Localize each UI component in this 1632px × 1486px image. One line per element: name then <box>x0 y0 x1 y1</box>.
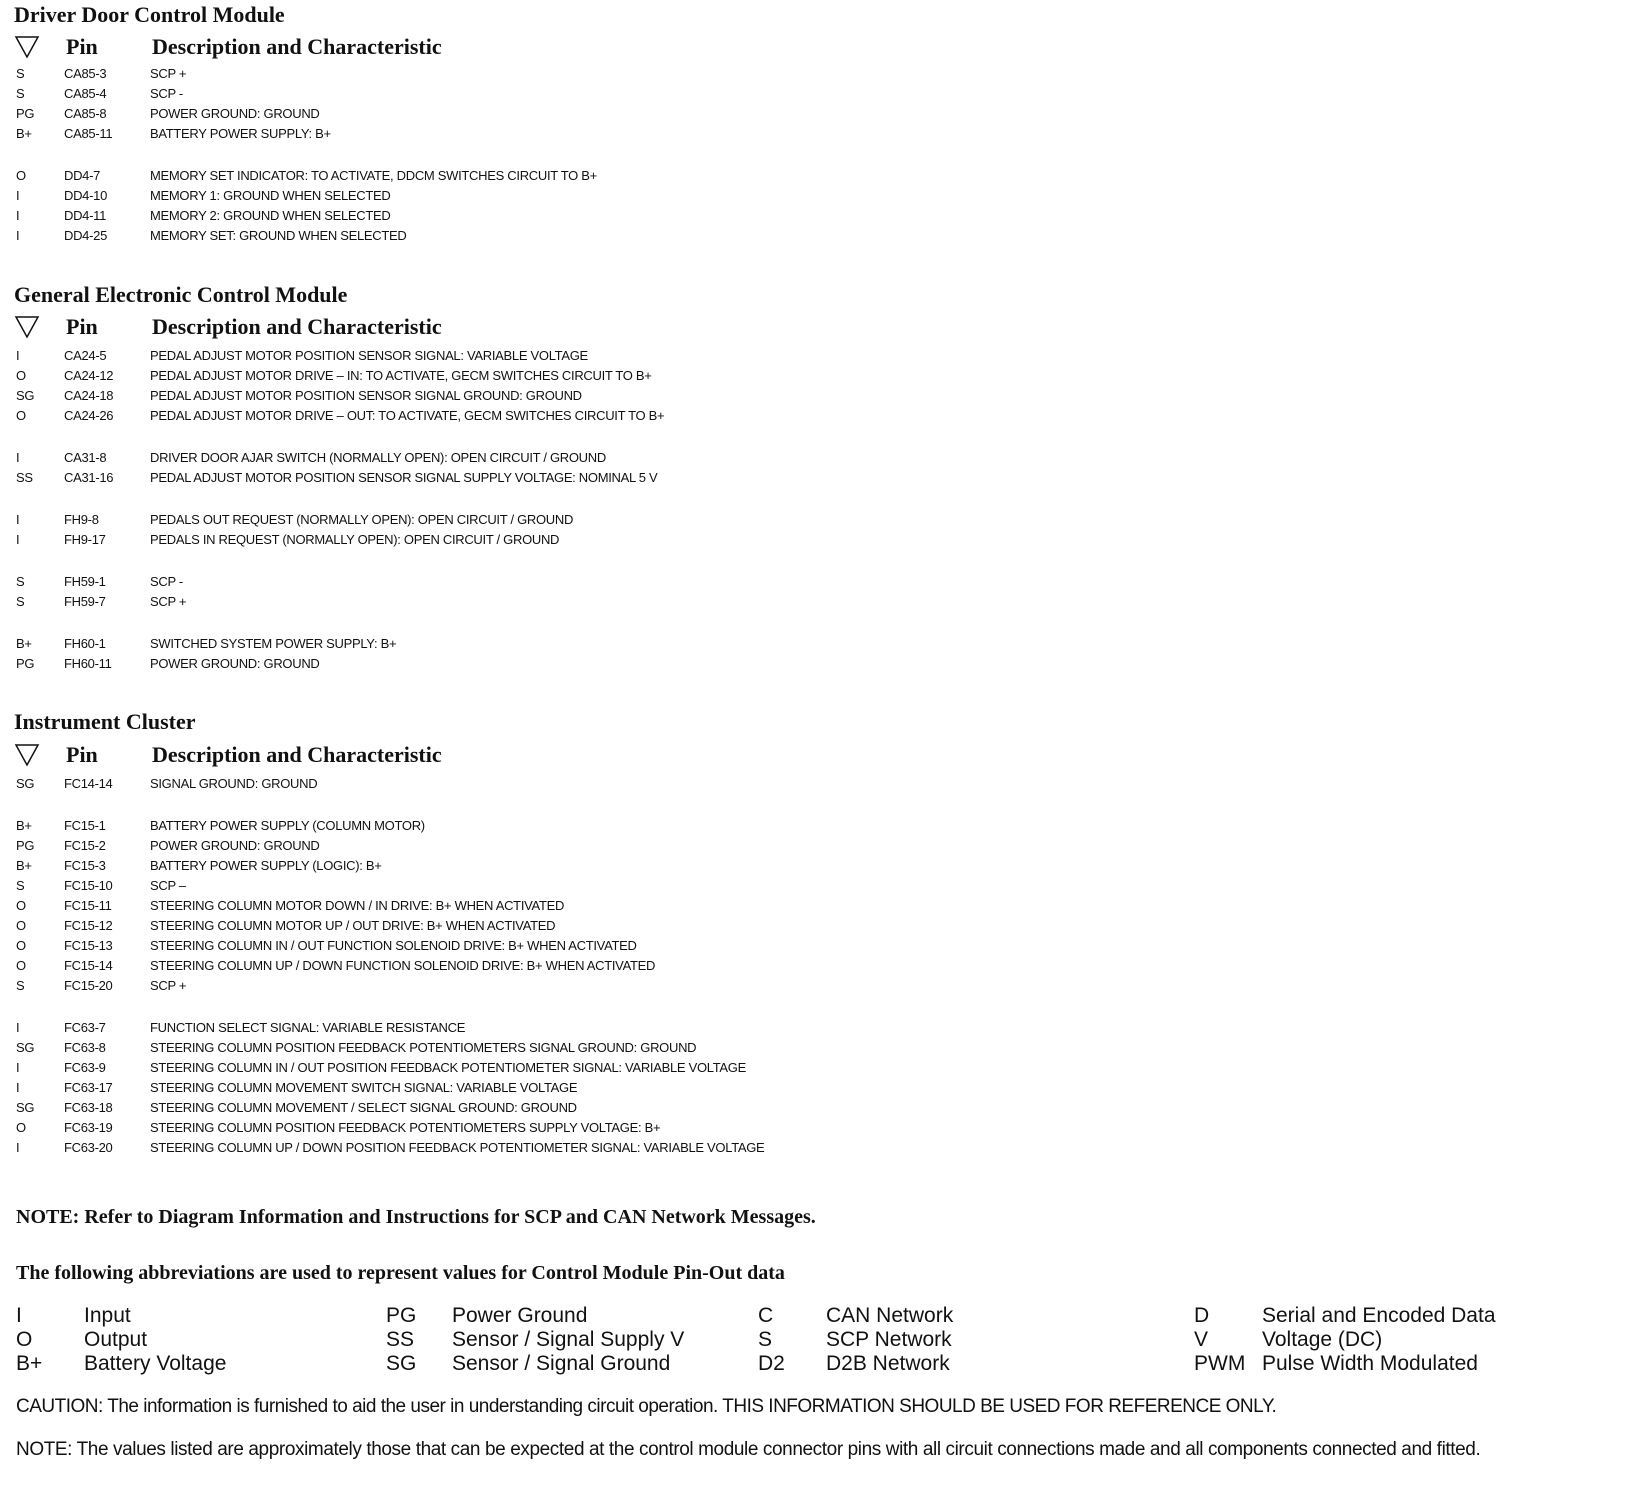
signal-type: I <box>16 1140 20 1155</box>
pin-description: MEMORY 2: GROUND WHEN SELECTED <box>150 208 391 223</box>
pin-id: FC15-1 <box>64 818 106 833</box>
pin-id: CA85-4 <box>64 86 107 101</box>
pin-id: CA24-26 <box>64 408 114 423</box>
pin-id: CA24-12 <box>64 368 114 383</box>
pin-id: FH60-11 <box>64 656 112 671</box>
pin-id: FH59-1 <box>64 574 106 589</box>
pin-id: FC15-11 <box>64 898 112 913</box>
pin-id: FC15-13 <box>64 938 113 953</box>
abbreviation-code: B+ <box>16 1352 43 1375</box>
abbreviation-code: SG <box>386 1352 417 1375</box>
pin-description: BATTERY POWER SUPPLY (LOGIC): B+ <box>150 858 382 873</box>
pin-description: STEERING COLUMN MOTOR DOWN / IN DRIVE: B+ WHEN ACTIVATED <box>150 898 565 913</box>
pin-description: PEDAL ADJUST MOTOR POSITION SENSOR SIGNAL: VARIABLE VOLTAGE <box>150 348 588 363</box>
abbreviation-code: S <box>758 1328 773 1351</box>
section-title-ddcm: Driver Door Control Module <box>14 2 285 27</box>
pin-id: DD4-10 <box>64 188 107 203</box>
abbreviation-code: PG <box>386 1304 417 1327</box>
pin-id: CA31-16 <box>64 470 114 485</box>
triangle-down-icon <box>14 742 40 768</box>
pin-id: FH9-17 <box>64 532 106 547</box>
pin-description: STEERING COLUMN MOTOR UP / OUT DRIVE: B+ WHEN ACTIVATED <box>150 918 556 933</box>
abbreviation-meaning: Serial and Encoded Data <box>1262 1304 1496 1327</box>
abbreviation-meaning: Input <box>84 1304 131 1327</box>
signal-type: I <box>16 1060 20 1075</box>
signal-type: I <box>16 188 20 203</box>
signal-type: O <box>16 368 26 383</box>
column-header <box>14 34 714 64</box>
pin-description: SCP + <box>150 66 187 81</box>
pin-id: FC15-20 <box>64 978 113 993</box>
signal-type: O <box>16 1120 26 1135</box>
abbreviation-meaning: Voltage (DC) <box>1262 1328 1383 1351</box>
pin-id: FC63-8 <box>64 1040 106 1055</box>
pin-id: FH59-7 <box>64 594 106 609</box>
pin-description: PEDAL ADJUST MOTOR DRIVE – OUT: TO ACTIVATE, GECM SWITCHES CIRCUIT TO B+ <box>150 408 665 423</box>
pin-description: POWER GROUND: GROUND <box>150 838 320 853</box>
signal-type: O <box>16 958 26 973</box>
pin-description: STEERING COLUMN UP / DOWN POSITION FEEDBACK POTENTIOMETER SIGNAL: VARIABLE VOLTAGE <box>150 1140 765 1155</box>
pin-description: MEMORY SET INDICATOR: TO ACTIVATE, DDCM SWITCHES CIRCUIT TO B+ <box>150 168 597 183</box>
signal-type: I <box>16 532 20 547</box>
signal-type: PG <box>16 106 35 121</box>
section-title-instrument-cluster: Instrument Cluster <box>14 709 196 734</box>
signal-type: SG <box>16 388 35 403</box>
signal-type: O <box>16 408 26 423</box>
signal-type: O <box>16 168 26 183</box>
abbreviation-meaning: Pulse Width Modulated <box>1262 1352 1478 1375</box>
pin-id: CA24-5 <box>64 348 107 363</box>
pin-id: FC63-7 <box>64 1020 106 1035</box>
triangle-down-icon <box>14 34 40 60</box>
pin-description: STEERING COLUMN POSITION FEEDBACK POTENTIOMETERS SUPPLY VOLTAGE: B+ <box>150 1120 661 1135</box>
pin-description: BATTERY POWER SUPPLY: B+ <box>150 126 331 141</box>
signal-type: S <box>16 878 25 893</box>
pin-id: FC14-14 <box>64 776 113 791</box>
pin-id: FC15-10 <box>64 878 113 893</box>
pin-id: FH60-1 <box>64 636 106 651</box>
pin-id: DD4-25 <box>64 228 107 243</box>
signal-type: SS <box>16 470 33 485</box>
abbreviation-code: D2 <box>758 1352 785 1375</box>
pin-description: SCP - <box>150 574 183 589</box>
pin-description: PEDAL ADJUST MOTOR POSITION SENSOR SIGNAL GROUND: GROUND <box>150 388 582 403</box>
pin-description: MEMORY SET: GROUND WHEN SELECTED <box>150 228 407 243</box>
signal-type: I <box>16 208 20 223</box>
abbreviation-code: D <box>1194 1304 1210 1327</box>
column-header <box>14 742 714 772</box>
signal-type: B+ <box>16 126 32 141</box>
pin-id: CA85-8 <box>64 106 107 121</box>
pin-description: SCP + <box>150 978 187 993</box>
pin-description: DRIVER DOOR AJAR SWITCH (NORMALLY OPEN): OPEN CIRCUIT / GROUND <box>150 450 606 465</box>
pin-header: Pin <box>66 34 98 59</box>
pin-id: FC15-12 <box>64 918 113 933</box>
abbreviation-meaning: Power Ground <box>452 1304 588 1327</box>
pin-description: PEDAL ADJUST MOTOR DRIVE – IN: TO ACTIVATE, GECM SWITCHES CIRCUIT TO B+ <box>150 368 652 383</box>
pin-description: SCP - <box>150 86 183 101</box>
signal-type: SG <box>16 1100 35 1115</box>
signal-type: I <box>16 348 20 363</box>
signal-type: O <box>16 918 26 933</box>
signal-type: O <box>16 898 26 913</box>
pin-description: STEERING COLUMN UP / DOWN FUNCTION SOLENOID DRIVE: B+ WHEN ACTIVATED <box>150 958 656 973</box>
abbreviation-code: SS <box>386 1328 415 1351</box>
pin-description: SIGNAL GROUND: GROUND <box>150 776 318 791</box>
pin-description: FUNCTION SELECT SIGNAL: VARIABLE RESISTANCE <box>150 1020 466 1035</box>
pin-id: FC15-3 <box>64 858 106 873</box>
pin-id: FC63-9 <box>64 1060 106 1075</box>
pin-description: STEERING COLUMN MOVEMENT SWITCH SIGNAL: VARIABLE VOLTAGE <box>150 1080 578 1095</box>
pin-description: STEERING COLUMN IN / OUT POSITION FEEDBACK POTENTIOMETER SIGNAL: VARIABLE VOLTAGE <box>150 1060 746 1075</box>
pin-id: CA85-11 <box>64 126 113 141</box>
pin-description: STEERING COLUMN IN / OUT FUNCTION SOLENOID DRIVE: B+ WHEN ACTIVATED <box>150 938 637 953</box>
pin-id: FH9-8 <box>64 512 99 527</box>
signal-type: B+ <box>16 858 32 873</box>
pin-description: SWITCHED SYSTEM POWER SUPPLY: B+ <box>150 636 397 651</box>
signal-type: S <box>16 594 25 609</box>
pin-description: POWER GROUND: GROUND <box>150 106 320 121</box>
column-header <box>14 314 714 344</box>
abbreviation-code: V <box>1194 1328 1209 1351</box>
signal-type: B+ <box>16 818 32 833</box>
abbreviation-meaning: D2B Network <box>826 1352 950 1375</box>
abbreviation-meaning: Sensor / Signal Supply V <box>452 1328 685 1351</box>
abbreviation-code: I <box>16 1304 22 1327</box>
pin-id: DD4-11 <box>64 208 107 223</box>
signal-type: I <box>16 1080 20 1095</box>
pin-description: STEERING COLUMN POSITION FEEDBACK POTENTIOMETERS SIGNAL GROUND: GROUND <box>150 1040 697 1055</box>
signal-type: PG <box>16 838 35 853</box>
abbreviation-meaning: Sensor / Signal Ground <box>452 1352 671 1375</box>
section-title-gecm: General Electronic Control Module <box>14 282 348 307</box>
pin-id: CA24-18 <box>64 388 114 403</box>
pin-id: FC15-14 <box>64 958 113 973</box>
signal-type: SG <box>16 1040 35 1055</box>
signal-type: S <box>16 86 25 101</box>
pin-description: SCP + <box>150 594 187 609</box>
pin-id: FC63-19 <box>64 1120 113 1135</box>
network-note: NOTE: Refer to Diagram Information and Instructions for SCP and CAN Network Messages. <box>16 1206 816 1228</box>
pin-id: FC63-18 <box>64 1100 113 1115</box>
abbreviation-code: O <box>16 1328 33 1351</box>
pin-id: FC63-17 <box>64 1080 113 1095</box>
pin-id: CA31-8 <box>64 450 107 465</box>
values-note: NOTE: The values listed are approximately those that can be expected at the control module connector pins with all circuit connections made and all components connected and fitted. <box>16 1439 1481 1460</box>
pin-description: PEDALS OUT REQUEST (NORMALLY OPEN): OPEN CIRCUIT / GROUND <box>150 512 574 527</box>
pin-header: Pin <box>66 314 98 339</box>
signal-type: I <box>16 450 20 465</box>
triangle-down-icon <box>14 314 40 340</box>
signal-type: B+ <box>16 636 32 651</box>
pin-description: PEDALS IN REQUEST (NORMALLY OPEN): OPEN CIRCUIT / GROUND <box>150 532 560 547</box>
signal-type: O <box>16 938 26 953</box>
signal-type: PG <box>16 656 35 671</box>
signal-type: S <box>16 66 25 81</box>
pin-id: DD4-7 <box>64 168 101 183</box>
abbreviations-intro: The following abbreviations are used to represent values for Control Module Pin-Out data <box>16 1262 785 1284</box>
abbreviation-meaning: Battery Voltage <box>84 1352 227 1375</box>
pin-id: FC63-20 <box>64 1140 113 1155</box>
abbreviation-code: PWM <box>1194 1352 1246 1375</box>
description-header: Description and Characteristic <box>152 742 442 767</box>
signal-type: S <box>16 978 25 993</box>
pin-id: CA85-3 <box>64 66 107 81</box>
signal-type: I <box>16 228 20 243</box>
pin-description: MEMORY 1: GROUND WHEN SELECTED <box>150 188 391 203</box>
abbreviation-meaning: SCP Network <box>826 1328 952 1351</box>
description-header: Description and Characteristic <box>152 314 442 339</box>
signal-type: S <box>16 574 25 589</box>
pin-description: PEDAL ADJUST MOTOR POSITION SENSOR SIGNAL SUPPLY VOLTAGE: NOMINAL 5 V <box>150 470 658 485</box>
caution-text: CAUTION: The information is furnished to aid the user in understanding circuit operation. THIS INFORMATION SHOULD BE USED FOR REFERENCE ONLY. <box>16 1396 1277 1417</box>
signal-type: SG <box>16 776 35 791</box>
pin-description: POWER GROUND: GROUND <box>150 656 320 671</box>
abbreviation-meaning: Output <box>84 1328 148 1351</box>
pin-description: SCP – <box>150 878 186 893</box>
pin-header: Pin <box>66 742 98 767</box>
pin-description: STEERING COLUMN MOVEMENT / SELECT SIGNAL GROUND: GROUND <box>150 1100 577 1115</box>
pin-description: BATTERY POWER SUPPLY (COLUMN MOTOR) <box>150 818 425 833</box>
pin-id: FC15-2 <box>64 838 106 853</box>
abbreviation-code: C <box>758 1304 774 1327</box>
signal-type: I <box>16 1020 20 1035</box>
signal-type: I <box>16 512 20 527</box>
description-header: Description and Characteristic <box>152 34 442 59</box>
abbreviation-meaning: CAN Network <box>826 1304 954 1327</box>
